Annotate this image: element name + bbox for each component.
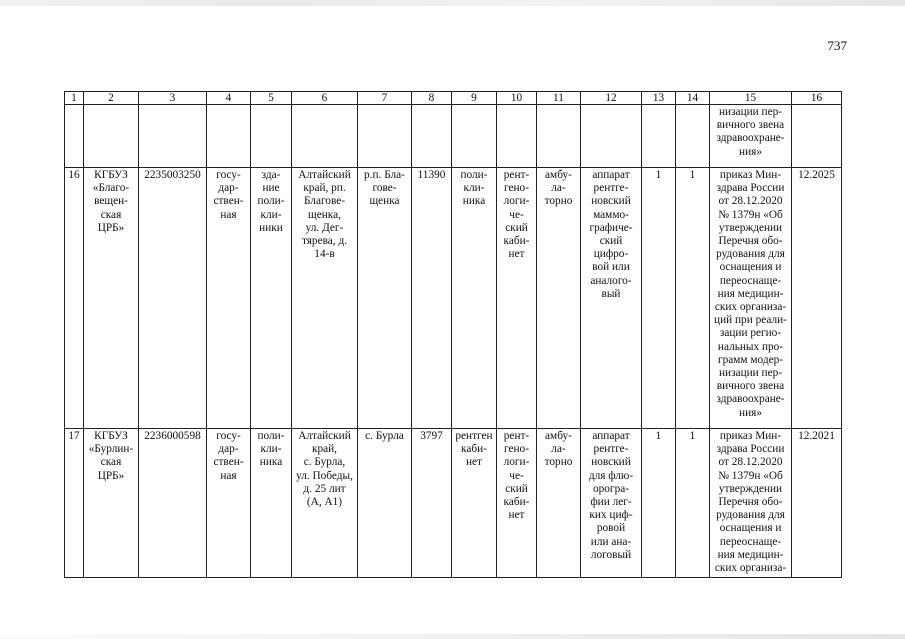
- address-cell: Алтайский край, с. Бурла, ул. Победы, д. 25 лит (А, А1): [292, 429, 358, 578]
- population-cell: 3797: [412, 429, 452, 578]
- address-cell: Алтайский край, рп. Благове- щенка, ул. Дег- тярева, д. 14-в: [292, 168, 358, 429]
- column-number: 11: [537, 92, 581, 105]
- basis-cell: приказ Мин- здрава России от 28.12.2020 № 1379н «Об утверждении Перечня обо- рудования для оснащения и переоснаще- ния медицин- ских организа-: [710, 429, 792, 578]
- ownership-cell: госу- дар- ствен- ная: [207, 429, 251, 578]
- page-number: 737: [827, 38, 847, 53]
- column-number: 4: [207, 92, 251, 105]
- care-type-cell: амбу- ла- торно: [537, 168, 581, 429]
- basis-cell: приказ Мин- здрава России от 28.12.2020 № 1379н «Об утверждении Перечня обо- рудования для оснащения и переоснаще- ния медицин- ских организа- ций при реали- зации регио- нальных про- грамм модер- низации пер- вичного звена здравоохране- ния»: [710, 168, 792, 429]
- table-row: [65, 429, 842, 578]
- quantity-cell: 1: [642, 429, 676, 578]
- column-number: 10: [497, 92, 537, 105]
- column-number: 13: [642, 92, 676, 105]
- row-number-cell: 17: [65, 429, 84, 578]
- inn-cell: 2236000598: [139, 429, 207, 578]
- column-number: 12: [581, 92, 642, 105]
- inn-cell: 2235003250: [139, 168, 207, 429]
- quantity-cell: 1: [676, 168, 710, 429]
- date-cell: 12.2025: [792, 168, 842, 429]
- column-number: 5: [251, 92, 292, 105]
- column-number: 2: [84, 92, 139, 105]
- population-cell: 11390: [412, 168, 452, 429]
- row-number-cell: 16: [65, 168, 84, 429]
- scan-top-edge: [0, 0, 905, 6]
- building-cell: зда- ние поли- кли- ники: [251, 168, 292, 429]
- ownership-cell: госу- дар- ствен- ная: [207, 168, 251, 429]
- quantity-cell: 1: [642, 168, 676, 429]
- basis-cell: низации пер- вичного звена здравоохране- ния»: [710, 105, 792, 168]
- cabinet-cell: рент- гено- логи- че- ский каби- нет: [497, 429, 537, 578]
- column-number: 1: [65, 92, 84, 105]
- equipment-cell: аппарат рентге- новский маммо- графиче- ский цифро- вой или аналого- вый: [581, 168, 642, 429]
- column-number: 3: [139, 92, 207, 105]
- column-number-row: [65, 92, 842, 105]
- column-number: 15: [710, 92, 792, 105]
- equipment-cell: аппарат рентге- новский для флю- орогра- фии лег- ких циф- ровой или ана- логовый: [581, 429, 642, 578]
- scan-bottom-edge: [0, 634, 905, 639]
- date-cell: 12.2021: [792, 429, 842, 578]
- column-number: 7: [358, 92, 412, 105]
- column-number: 9: [452, 92, 497, 105]
- column-number: 16: [792, 92, 842, 105]
- column-number: 14: [676, 92, 710, 105]
- unit-cell: поли- кли- ника: [452, 168, 497, 429]
- organization-cell: КГБУЗ «Бурлин- ская ЦРБ»: [84, 429, 139, 578]
- organization-cell: КГБУЗ «Благо- вещен- ская ЦРБ»: [84, 168, 139, 429]
- column-number: 6: [292, 92, 358, 105]
- care-type-cell: амбу- ла- торно: [537, 429, 581, 578]
- unit-cell: рентген каби- нет: [452, 429, 497, 578]
- quantity-cell: 1: [676, 429, 710, 578]
- locality-cell: с. Бурла: [358, 429, 412, 578]
- cabinet-cell: рент- гено- логи- че- ский каби- нет: [497, 168, 537, 429]
- registry-table: [64, 91, 842, 578]
- column-number: 8: [412, 92, 452, 105]
- locality-cell: р.п. Бла- гове- щенка: [358, 168, 412, 429]
- building-cell: поли- кли- ника: [251, 429, 292, 578]
- table-row: [65, 168, 842, 429]
- continuation-row: [65, 105, 842, 168]
